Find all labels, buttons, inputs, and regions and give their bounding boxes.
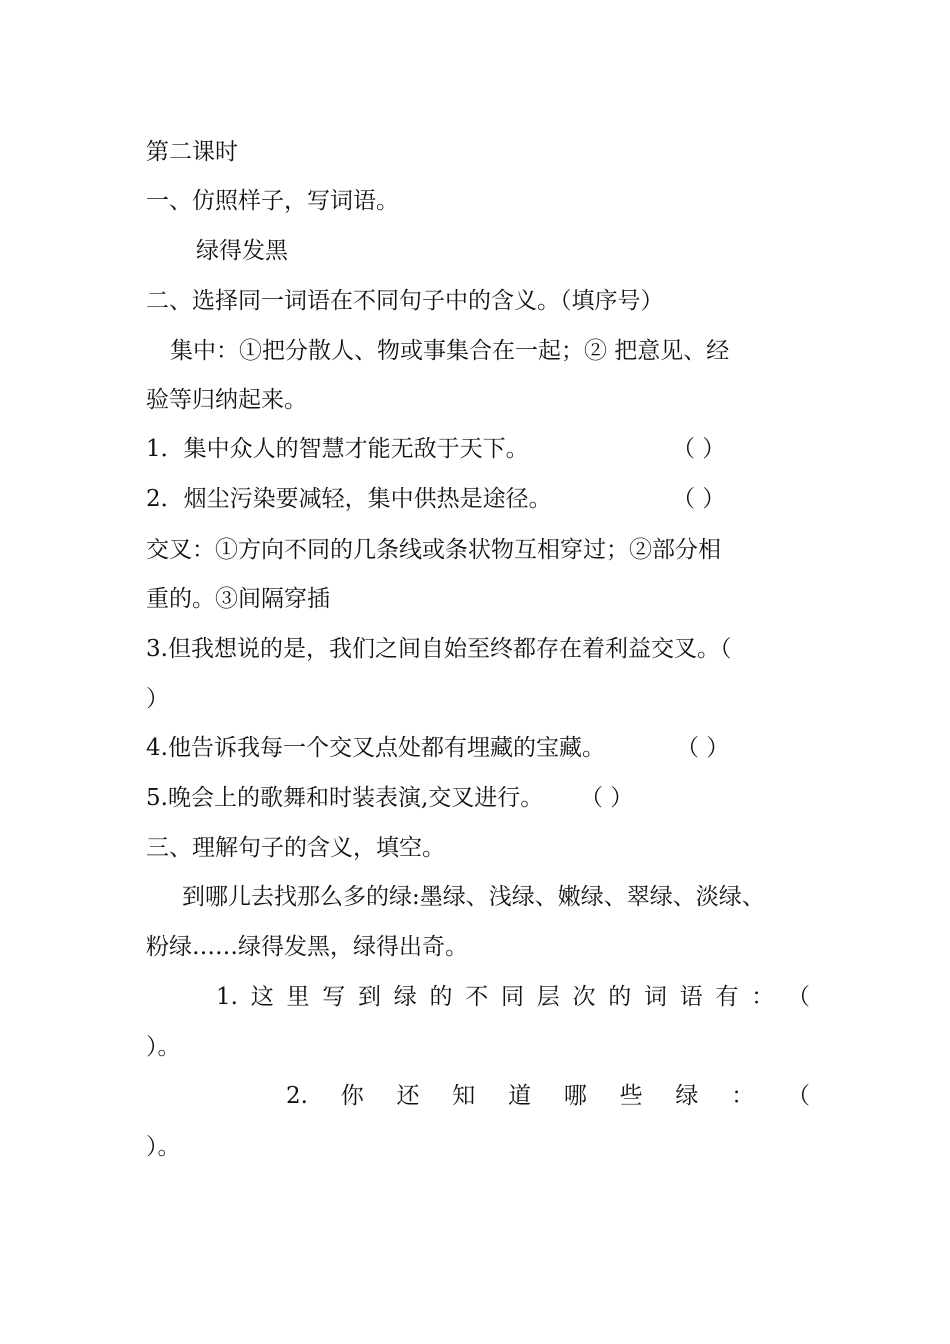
question-1-answer-blank[interactable]: （ ） [672,436,726,462]
q2-char: 2. [286,1083,308,1109]
question-4-answer-blank[interactable]: （ ） [676,735,730,761]
q1-answer-open[interactable]: （ [786,984,810,1010]
q1-char: 绿 [393,984,417,1010]
q1-char: 写 [322,984,346,1010]
q2-answer-open[interactable]: （ [786,1083,810,1109]
q1-char: 这 [250,984,274,1010]
q1-char: 次 [572,984,596,1010]
q2-char: 些 [619,1083,643,1109]
q2-char: 绿 [675,1083,699,1109]
jizhong-definition-line2: 验等归纳起来。 [146,387,307,413]
passage-line1: 到哪儿去找那么多的绿:墨绿、浅绿、嫩绿、翠绿、淡绿、 [182,884,765,910]
q1-char: 语 [679,984,703,1010]
q2-char: 道 [508,1083,532,1109]
passage-line2: 粉绿……绿得发黑，绿得出奇。 [146,934,468,960]
section3-question-1-close[interactable]: ）。 [146,1034,181,1060]
section1-heading: 一、仿照样子，写词语。 [146,188,399,214]
question-3-answer-close[interactable]: ） [146,686,169,712]
q2-char: 知 [452,1083,476,1109]
section2-heading: 二、选择同一词语在不同句子中的含义。（填序号） [146,288,664,314]
section3-question-2 [286,1081,810,1111]
jiaocha-definition-line1: 交叉：①方向不同的几条线或条状物互相穿过；②部分相 [146,537,721,563]
question-5: 5.晚会上的歌舞和时装表演,交叉进行。 [146,785,544,811]
q1-char: 不 [465,984,489,1010]
q1-char: 同 [500,984,524,1010]
q1-char: 里 [286,984,310,1010]
q2-char: 哪 [563,1083,587,1109]
q1-char: 的 [608,984,632,1010]
q1-char: 的 [429,984,453,1010]
question-4: 4.他告诉我每一个交叉点处都有埋藏的宝藏。 [146,735,605,761]
question-3: 3.但我想说的是，我们之间自始至终都存在着利益交叉。（ [146,636,732,662]
q1-char: ： [751,984,775,1010]
q2-char: ： [731,1083,755,1109]
section3-question-2-close[interactable]: ）。 [146,1134,181,1160]
q1-char: 有 [715,984,739,1010]
q1-char: 1. [216,984,238,1010]
question-2: 2．烟尘污染要减轻，集中供热是途径。 [146,486,552,512]
question-2-answer-blank[interactable]: （ ） [672,486,726,512]
q2-char: 还 [396,1083,420,1109]
q2-char: 你 [340,1083,364,1109]
section3-heading: 三、理解句子的含义，填空。 [146,835,445,861]
question-1: 1．集中众人的智慧才能无敌于天下。 [146,436,529,462]
q1-char: 层 [536,984,560,1010]
section1-example: 绿得发黑 [196,238,288,264]
jiaocha-definition-line2: 重的。③间隔穿插 [146,586,330,612]
question-5-answer-blank[interactable]: （ ） [580,785,634,811]
lesson-title: 第二课时 [146,139,238,165]
jizhong-definition-line1: 集中：①把分散人、物或事集合在一起；② 把意见、经 [170,338,730,364]
q1-char: 词 [643,984,667,1010]
section3-question-1 [216,982,810,1012]
q1-char: 到 [357,984,381,1010]
